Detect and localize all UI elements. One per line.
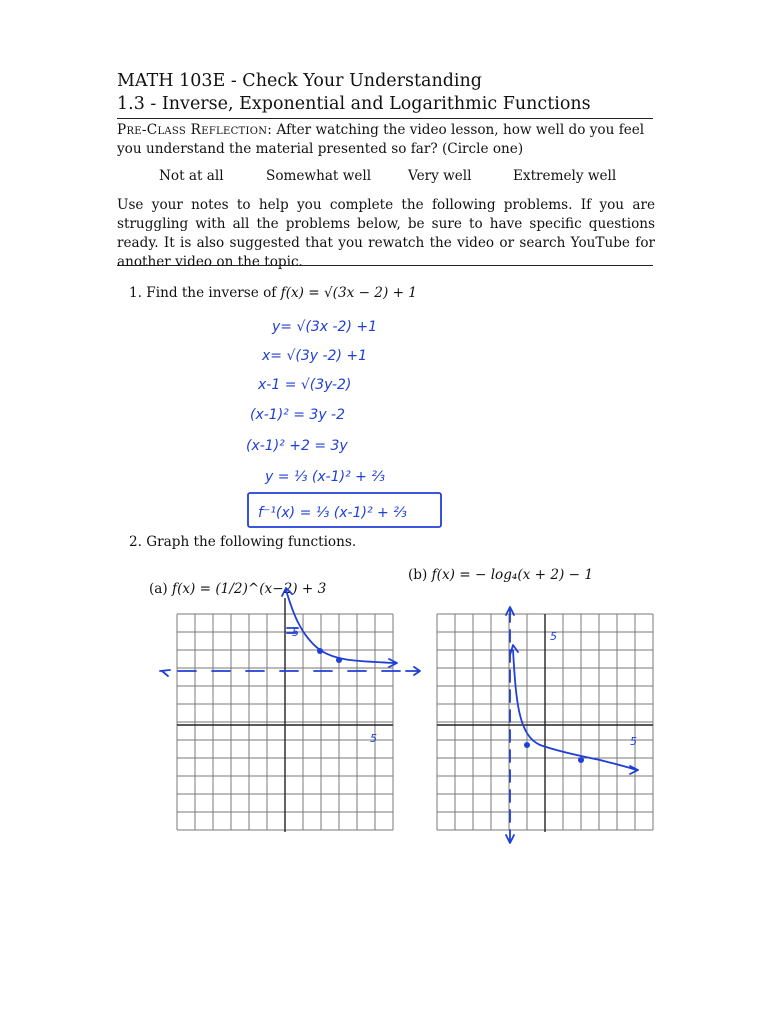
graph-a-point-2 [336, 657, 342, 663]
handwritten-solution [246, 319, 441, 527]
reflection-text: After watching the video lesson, how well do you feel you understand the material presented so far? (Circle one) [117, 122, 645, 157]
reflection-heading: Pre-Class Reflection: [117, 122, 273, 138]
part-a-label: (a) f(x) = (1/2)^(x−2) + 3 [149, 581, 327, 597]
title-line-2: 1.3 - Inverse, Exponential and Logarithmic Functions [117, 94, 591, 114]
graph-a-y-label: 5 [292, 626, 299, 639]
part-b-label: (b) f(x) = − log₄(x + 2) − 1 [408, 567, 594, 583]
hw-step-5: (x-1)² +2 = 3y [246, 438, 348, 454]
option-extremely-well[interactable]: Extremely well [513, 168, 617, 184]
hw-step-3: x-1 = √(3y-2) [258, 377, 352, 393]
graph-a-asymptote-tick [160, 670, 170, 676]
hw-step-2: x= √(3y -2) +1 [262, 348, 367, 364]
graph-a [160, 588, 420, 832]
graph-b-y-label: 5 [550, 630, 557, 643]
graph-b-x-label: 5 [630, 735, 637, 748]
instructions: Use your notes to help you complete the following problems. If you are struggling with all the problems below, be sure to have specific questions ready. It is also suggested that you rewatch the video or search YouTube for another video on the topic. [117, 197, 655, 270]
graph-a-point-1 [317, 648, 323, 654]
problem-1: 1. Find the inverse of f(x) = √(3x − 2) + 1 [129, 285, 417, 301]
graph-b-point-1 [524, 742, 530, 748]
hw-step-4: (x-1)² = 3y -2 [250, 407, 346, 423]
option-very-well[interactable]: Very well [408, 168, 472, 184]
hw-answer: f⁻¹(x) = ⅓ (x-1)² + ⅔ [258, 505, 407, 521]
hw-step-6: y = ⅓ (x-1)² + ⅔ [265, 469, 385, 485]
graph-a-x-label: 5 [370, 732, 377, 745]
option-somewhat-well[interactable]: Somewhat well [266, 168, 372, 184]
hw-step-1: y= √(3x -2) +1 [272, 319, 377, 335]
graph-b-curve [510, 645, 638, 774]
option-not-at-all[interactable]: Not at all [159, 168, 224, 184]
title-line-1: MATH 103E - Check Your Understanding [117, 71, 482, 91]
graph-b [437, 607, 653, 843]
graph-b-point-2 [578, 757, 584, 763]
problem-2: 2. Graph the following functions. [129, 534, 357, 550]
